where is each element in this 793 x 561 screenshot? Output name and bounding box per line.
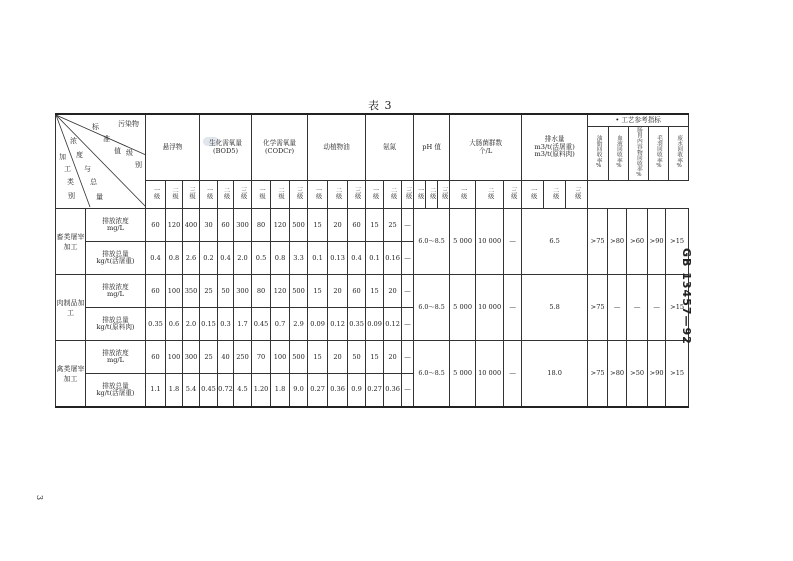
value-cell: 1.20 [252,374,271,407]
header-row-pollutants [56,114,689,181]
corner-category: 类 [67,178,74,186]
value-cell: 25 [384,209,402,242]
value-cell: 0.1 [308,242,328,275]
value-cell: 4.5 [234,374,252,407]
level-header-cod-3 [290,181,308,209]
coliform-cell: — [504,209,522,275]
level-label: 三级 [188,187,196,200]
value-cell: 120 [271,275,290,308]
corner-standard-label: 标 [92,123,99,131]
value-cell: 60 [146,209,166,242]
header-ph: pH 值 [414,114,450,181]
ref-indicator-subtable [588,127,688,180]
level-header-drain-2 [544,181,566,209]
value-cell: 1.8 [166,374,183,407]
value-cell: 5.4 [183,374,200,407]
table-body [56,209,689,407]
level-header-nh3-2 [384,181,402,209]
header-coliform-title: 大肠菌群数 [469,139,503,148]
process-ref-cell: >75 [588,209,608,275]
table-row [56,341,689,374]
metric-unit: mg/L [106,356,125,365]
process-ref-cell: >90 [648,209,666,275]
value-cell: — [402,341,414,374]
value-cell: 0.3 [218,308,234,341]
metric-unit: kg/t(活屠重) [96,257,135,266]
level-header-ph-2 [426,181,438,209]
process-ref-cell: >75 [588,275,608,341]
level-header-oil-3 [348,181,366,209]
header-drain-title: 排水量 [544,135,565,144]
value-cell: 0.4 [218,242,234,275]
level-header-nh3-1 [366,181,384,209]
header-row-levels [56,181,689,209]
value-cell: 15 [366,275,384,308]
table-caption: 表 3 [368,99,393,112]
process-ref-cell: — [627,275,648,341]
value-cell: 15 [366,209,384,242]
level-label: 一级 [371,187,379,200]
value-cell: 0.8 [166,242,183,275]
category-cell: 畜类屠宰加工 [56,209,86,275]
value-cell: 0.7 [271,308,290,341]
value-cell: 0.13 [328,242,348,275]
level-header-cod-1 [252,181,271,209]
ph-range-cell: 6.0～8.5 [414,341,450,407]
coliform-cell: 10 000 [476,275,504,341]
header-coliform [450,114,522,181]
category-cell: 肉制品加工 [56,275,86,341]
coliform-cell: 5 000 [450,275,476,341]
value-cell: 20 [328,341,348,374]
ref-indicator-wastewater [668,127,688,180]
value-cell: 300 [234,275,252,308]
value-cell: 100 [166,341,183,374]
table-row [56,275,689,308]
value-cell: 15 [366,341,384,374]
process-ref-cell: >15 [666,275,689,341]
corner-total: 总 [90,178,97,186]
value-cell: 2.6 [183,242,200,275]
value-cell: 400 [183,209,200,242]
page-number: 3 [35,494,45,501]
level-label: 二级 [486,187,494,200]
header-cod [252,114,308,181]
ref-indicator-oil [588,127,608,180]
level-header-drain-3 [566,181,588,209]
value-cell: 20 [328,209,348,242]
metric-label-cell [86,374,146,407]
level-label: 三级 [239,187,247,200]
level-header-coliform-3 [504,181,522,209]
header-bod-label: 生化需氧量(BOD5) [209,139,242,155]
header-process-ref [588,114,689,181]
value-cell: 0.8 [271,242,290,275]
level-header-drain-1 [522,181,544,209]
corner-and: 与 [84,165,91,173]
value-cell: 50 [218,275,234,308]
ref-indicator-blood [608,127,628,180]
header-oil: 动植物油 [308,114,366,181]
level-label: 一级 [416,187,424,200]
metric-unit: kg/t(活屠重) [96,389,135,398]
level-header-ss-2 [166,181,183,209]
value-cell: 30 [200,209,218,242]
value-cell: 60 [218,209,234,242]
value-cell: 70 [252,341,271,374]
level-label: 二级 [222,187,230,200]
metric-label: 排放浓度 [102,348,129,357]
standard-number: GB 13457—92 [680,248,693,345]
metric-label-cell [86,341,146,374]
corner-quantity: 量 [96,193,103,201]
corner-level-d: 别 [135,161,142,169]
value-cell: 20 [328,275,348,308]
metric-unit: mg/L [106,224,125,233]
value-cell: 40 [218,341,234,374]
value-cell: 120 [166,209,183,242]
metric-label: 排放浓度 [102,282,129,291]
level-header-bod-2 [218,181,234,209]
metric-unit: mg/L [106,290,125,299]
coliform-cell: — [504,275,522,341]
header-ss: 悬浮物 [146,114,200,181]
coliform-cell: — [504,341,522,407]
value-cell: 15 [308,341,328,374]
coliform-cell: 10 000 [476,209,504,275]
coliform-cell: 5 000 [450,341,476,407]
metric-label-cell [86,242,146,275]
value-cell: 300 [183,341,200,374]
metric-label-cell [86,308,146,341]
category-cell: 禽类屠宰加工 [56,341,86,407]
value-cell: 100 [166,275,183,308]
metric-label-cell [86,209,146,242]
value-cell: 0.5 [252,242,271,275]
value-cell: 2.0 [234,242,252,275]
corner-kind: 别 [68,192,75,200]
level-header-ss-1 [146,181,166,209]
value-cell: 60 [348,209,366,242]
level-header-bod-1 [200,181,218,209]
header-bod [200,114,252,181]
level-header-nh3-3 [402,181,414,209]
process-ref-cell: >80 [608,341,627,407]
value-cell: 60 [146,341,166,374]
value-cell: 300 [234,209,252,242]
coliform-cell: 5 000 [450,209,476,275]
value-cell: 2.0 [183,308,200,341]
level-label: 一级 [459,187,467,200]
level-header-ss-3 [183,181,200,209]
table-row [56,209,689,242]
drain-volume-cell: 18.0 [522,341,588,407]
ph-range-cell: 6.0～8.5 [414,275,450,341]
value-cell: 0.27 [308,374,328,407]
corner-process: 加 [59,153,66,161]
level-label: 一级 [152,187,160,200]
value-cell: 250 [234,341,252,374]
process-ref-cell: >75 [588,341,608,407]
standards-table-wrapper [55,113,689,408]
value-cell: 60 [348,275,366,308]
value-cell: 100 [271,341,290,374]
corner-degree: 度 [76,151,83,159]
process-ref-cell: — [648,275,666,341]
level-label: 二级 [551,187,559,200]
value-cell: 1.7 [234,308,252,341]
level-label: 三级 [404,187,412,200]
level-label: 二级 [334,187,342,200]
ref-indicator-feather [648,127,668,180]
value-cell: 2.9 [290,308,308,341]
value-cell: 0.4 [146,242,166,275]
value-cell: 0.72 [218,374,234,407]
value-cell: 20 [384,341,402,374]
metric-label: 排放浓度 [102,216,129,225]
value-cell: 0.36 [384,374,402,407]
value-cell: — [402,209,414,242]
value-cell: — [402,275,414,308]
value-cell: 0.27 [366,374,384,407]
value-cell: 0.35 [348,308,366,341]
corner-level-b: 值 [114,147,121,155]
value-cell: 1.8 [271,374,290,407]
level-header-coliform-1 [450,181,476,209]
level-label: 三级 [509,187,517,200]
header-drain [522,114,588,181]
value-cell: 0.12 [328,308,348,341]
process-ref-cell: >80 [608,209,627,275]
ref-indicator-gut-label: 肠胃内容物回收率% [635,127,642,178]
corner-concentration: 浓 [70,137,77,145]
value-cell: 50 [348,341,366,374]
value-cell: 500 [290,341,308,374]
header-drain-unit2: m3/t(原料肉) [534,150,575,159]
level-header-ph-3 [438,181,450,209]
process-ref-cell: — [608,275,627,341]
metric-label: 排放总量 [102,249,129,258]
corner-header-cell [56,114,146,209]
discharge-standards-table [55,113,689,408]
value-cell: 500 [290,209,308,242]
level-label: 二级 [277,187,285,200]
level-label: 三级 [295,187,303,200]
value-cell: 0.1 [366,242,384,275]
value-cell: 0.2 [200,242,218,275]
value-cell: 120 [271,209,290,242]
value-cell: — [402,374,414,407]
ref-indicator-feather-label: 毛羽回收率% [655,135,662,170]
value-cell: 0.6 [166,308,183,341]
value-cell: 0.16 [384,242,402,275]
level-header-bod-3 [234,181,252,209]
value-cell: 0.45 [252,308,271,341]
value-cell: 0.15 [200,308,218,341]
drain-volume-cell: 5.8 [522,275,588,341]
value-cell: 0.35 [146,308,166,341]
value-cell: 0.12 [384,308,402,341]
value-cell: 500 [290,275,308,308]
ph-range-cell: 6.0～8.5 [414,209,450,275]
value-cell: 80 [252,209,271,242]
value-cell: 80 [252,275,271,308]
level-header-ph-1 [414,181,426,209]
process-ref-cell: >60 [627,209,648,275]
value-cell: 1.1 [146,374,166,407]
value-cell: 25 [200,341,218,374]
header-nh3: 氨氮 [366,114,414,181]
value-cell: 0.9 [348,374,366,407]
header-drain-unit1: m3/t(活屠重) [534,142,575,151]
value-cell: 0.09 [366,308,384,341]
level-label: 二级 [389,187,397,200]
ref-indicator-blood-label: 血液回收率% [615,135,622,170]
level-label: 三级 [353,187,361,200]
value-cell: 3.3 [290,242,308,275]
value-cell: 15 [308,209,328,242]
corner-pollutant-label: 污染物 [118,120,139,128]
drain-volume-cell: 6.5 [522,209,588,275]
metric-label: 排放总量 [102,315,129,324]
level-header-cod-2 [271,181,290,209]
value-cell: 9.0 [290,374,308,407]
value-cell: — [402,242,414,275]
metric-unit: kg/t(原料肉) [96,323,135,332]
level-label: 一级 [205,187,213,200]
metric-label-cell [86,275,146,308]
level-header-oil-1 [308,181,328,209]
header-coliform-unit: 个/L [479,146,493,155]
process-ref-cell: >50 [627,341,648,407]
process-ref-cell: >15 [666,341,689,407]
value-cell: 0.36 [328,374,348,407]
ref-indicator-oil-label: 油脂回收率% [595,135,602,170]
level-label: 一级 [529,187,537,200]
value-cell: 25 [200,275,218,308]
header-process-ref-title: • 工艺参考指标 [588,115,688,127]
value-cell: 60 [146,275,166,308]
ref-indicator-gut [628,127,648,180]
level-label: 一级 [314,187,322,200]
level-label: 一级 [258,187,266,200]
corner-level-c: 级 [126,149,133,157]
level-label: 三级 [573,187,581,200]
level-header-coliform-2 [476,181,504,209]
value-cell: 0.4 [348,242,366,275]
process-ref-cell: >15 [666,209,689,275]
value-cell: — [402,308,414,341]
process-ref-cell: >90 [648,341,666,407]
coliform-cell: 10 000 [476,341,504,407]
level-label: 三级 [440,187,448,200]
value-cell: 0.45 [200,374,218,407]
metric-label: 排放总量 [102,381,129,390]
value-cell: 15 [308,275,328,308]
value-cell: 350 [183,275,200,308]
value-cell: 0.09 [308,308,328,341]
corner-level-a: 准 [103,135,110,143]
level-label: 二级 [428,187,436,200]
ref-indicator-wastewater-label: 废水回收率% [676,135,683,170]
level-header-oil-2 [328,181,348,209]
value-cell: 20 [384,275,402,308]
corner-work: 工 [64,165,71,173]
level-label: 二级 [171,187,179,200]
header-cod-label: 化学需氧量(CODCr) [263,139,297,155]
